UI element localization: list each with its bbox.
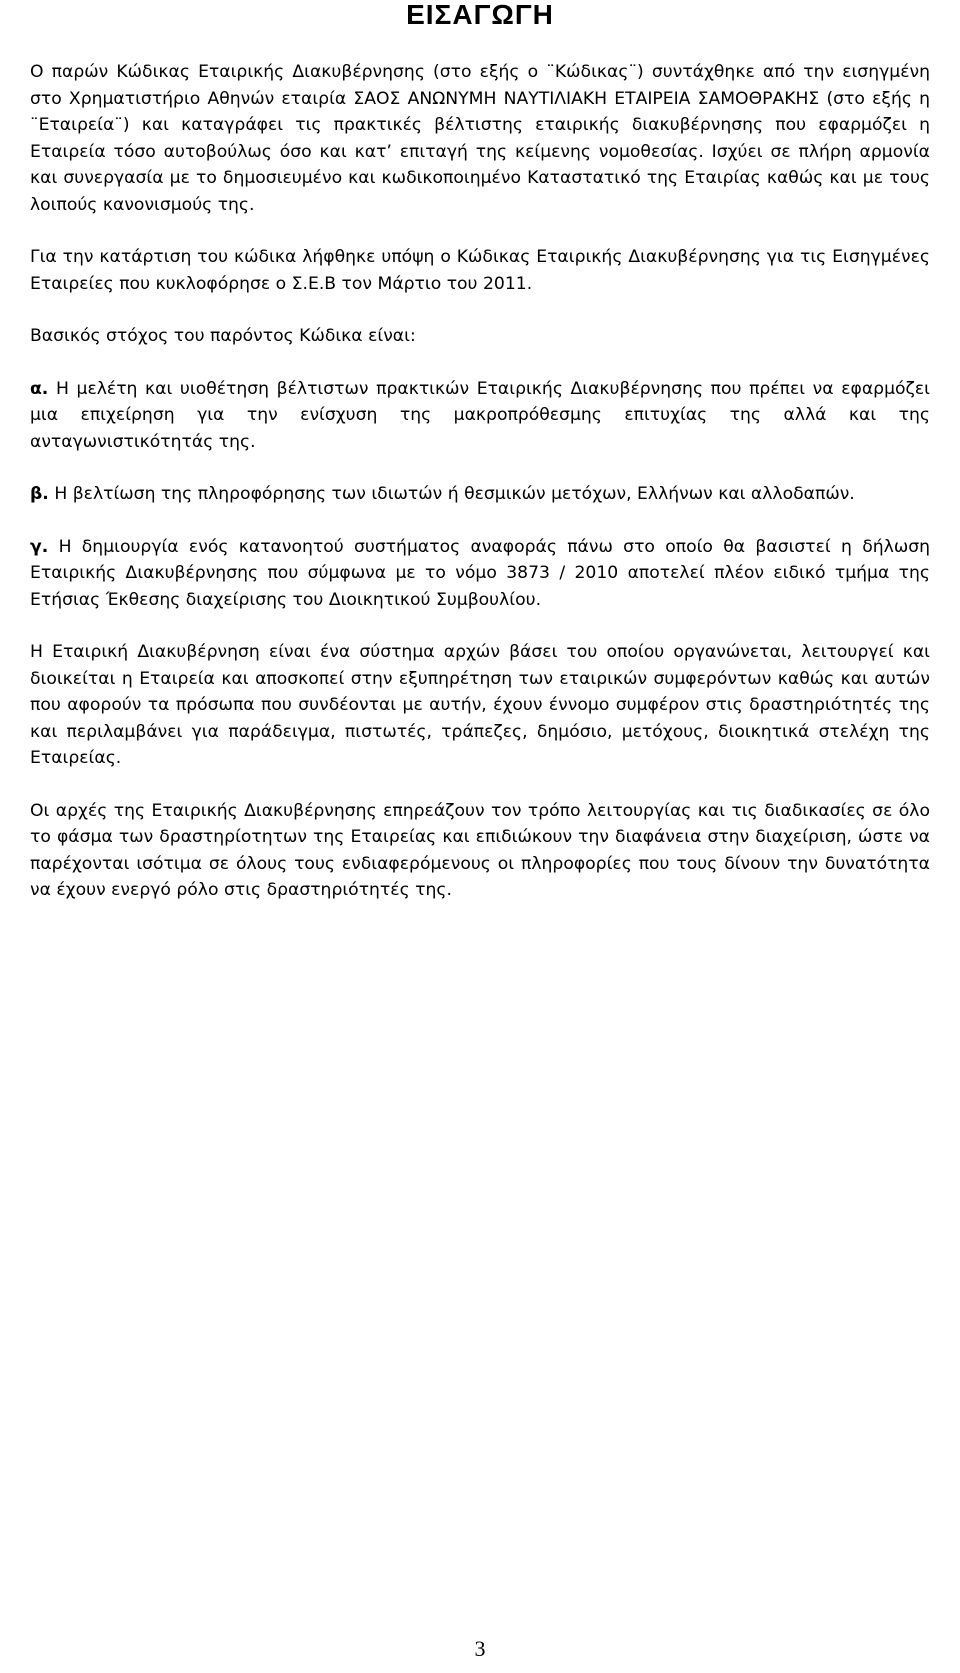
goal-item-a-marker: α. (30, 378, 49, 399)
goal-heading: Βασικός στόχος του παρόντος Κώδικα είναι: (30, 326, 416, 346)
goal-item-c (30, 534, 930, 614)
page-number: 3 (474, 1636, 486, 1661)
goal-item-b (30, 481, 930, 508)
definition-paragraph: Η Εταιρική Διακυβέρνηση είναι ένα σύστημα αρχών βάσει του οποίου οργανώνεται, λειτουργεί και διοικείται η Εταιρεία και αποσκοπεί στην εξυπηρέτηση των εταιρικών συμφερόντων καθώς και αυτών που αφορούν τα πρόσωπα που συνδέονται με αυτήν, έχουν έννομο συμφέρον στις δραστηριότητές της και περιλαμβάνει για παράδειγμα, πιστωτές, τράπεζες, δημόσιο, μετόχους, διοικητικά στελέχη της Εταιρείας. (30, 642, 930, 768)
goal-item-c-text: Η δημιουργία ενός κατανοητού συστήματος αναφοράς πάνω στο οποίο θα βασιστεί η δήλωση Εταιρικής Διακυβέρνησης που σύμφωνα με το νόμο 3873 / 2010 αποτελεί πλέον ειδικό τμήμα της Ετήσιας Έκθεσης διαχείρισης του Διοικητικού Συμβουλίου. (30, 536, 931, 610)
goal-item-a (30, 376, 930, 456)
goal-item-b-marker: β. (30, 484, 49, 504)
goal-item-a-text: Η μελέτη και υιοθέτηση βέλτιστων πρακτικών Εταιρικής Διακυβέρνησης που πρέπει να εφαρμόζει μια επιχείρηση για την ενίσχυση της μακροπρόθεσμης επιτυχίας της αλλά και της ανταγωνιστικότητάς της. (30, 378, 931, 452)
goal-item-b-text: Η βελτίωση της πληροφόρησης των ιδιωτών ή θεσμικών μετόχων, Ελλήνων και αλλοδαπών. (54, 484, 855, 504)
goal-item-c-marker: γ. (30, 536, 49, 557)
intro-paragraph: Ο παρών Κώδικας Εταιρικής Διακυβέρνησης (στο εξής ο ¨Κώδικας¨) συντάχθηκε από την εισηγμένη στο Χρηματιστήριο Αθηνών εταιρία ΣΑΟΣ ΑΝΩΝΥΜΗ ΝΑΥΤΙΛΙΑΚΗ ΕΤΑΙΡΕΙΑ ΣΑΜΟΘΡΑΚΗΣ (στο εξής η ¨Εταιρεία¨) και καταγράφει τις πρακτικές βέλτιστης εταιρικής διακυβέρνησης που εφαρμόζει η Εταιρεία τόσο αυτοβούλως όσο και κατ’ επιταγή της κείμενης νομοθεσίας. Ισχύει σε πλήρη αρμονία και συνεργασία με το δημοσιευμένο και κωδικοποιημένο Καταστατικό της Εταιρίας καθώς και με τους λοιπούς κανονισμούς της. (30, 62, 930, 215)
document-title: ΕΙΣΑΓΩΓΗ (406, 0, 554, 30)
principles-paragraph: Οι αρχές της Εταιρικής Διακυβέρνησης επηρεάζουν τον τρόπο λειτουργίας και τις διαδικασίες σε όλο το φάσμα των δραστηρίοτητων της Εταιρείας και επιδιώκουν την διαφάνεια στην διαχείριση, ώστε να παρέχονται ισότιμα σε όλους τους ενδιαφερόμενους οι πληροφορίες που τους δίνουν την δυνατότητα να έχουν ενεργό ρόλο στις δραστηριότητές της. (30, 800, 930, 900)
document-page (30, 0, 930, 904)
basis-paragraph: Για την κατάρτιση του κώδικα λήφθηκε υπόψη ο Κώδικας Εταιρικής Διακυβέρνησης για τις Εισηγμένες Εταιρείες που κυκλοφόρησε ο Σ.Ε.Β τον Μάρτιο του 2011. (30, 247, 930, 294)
